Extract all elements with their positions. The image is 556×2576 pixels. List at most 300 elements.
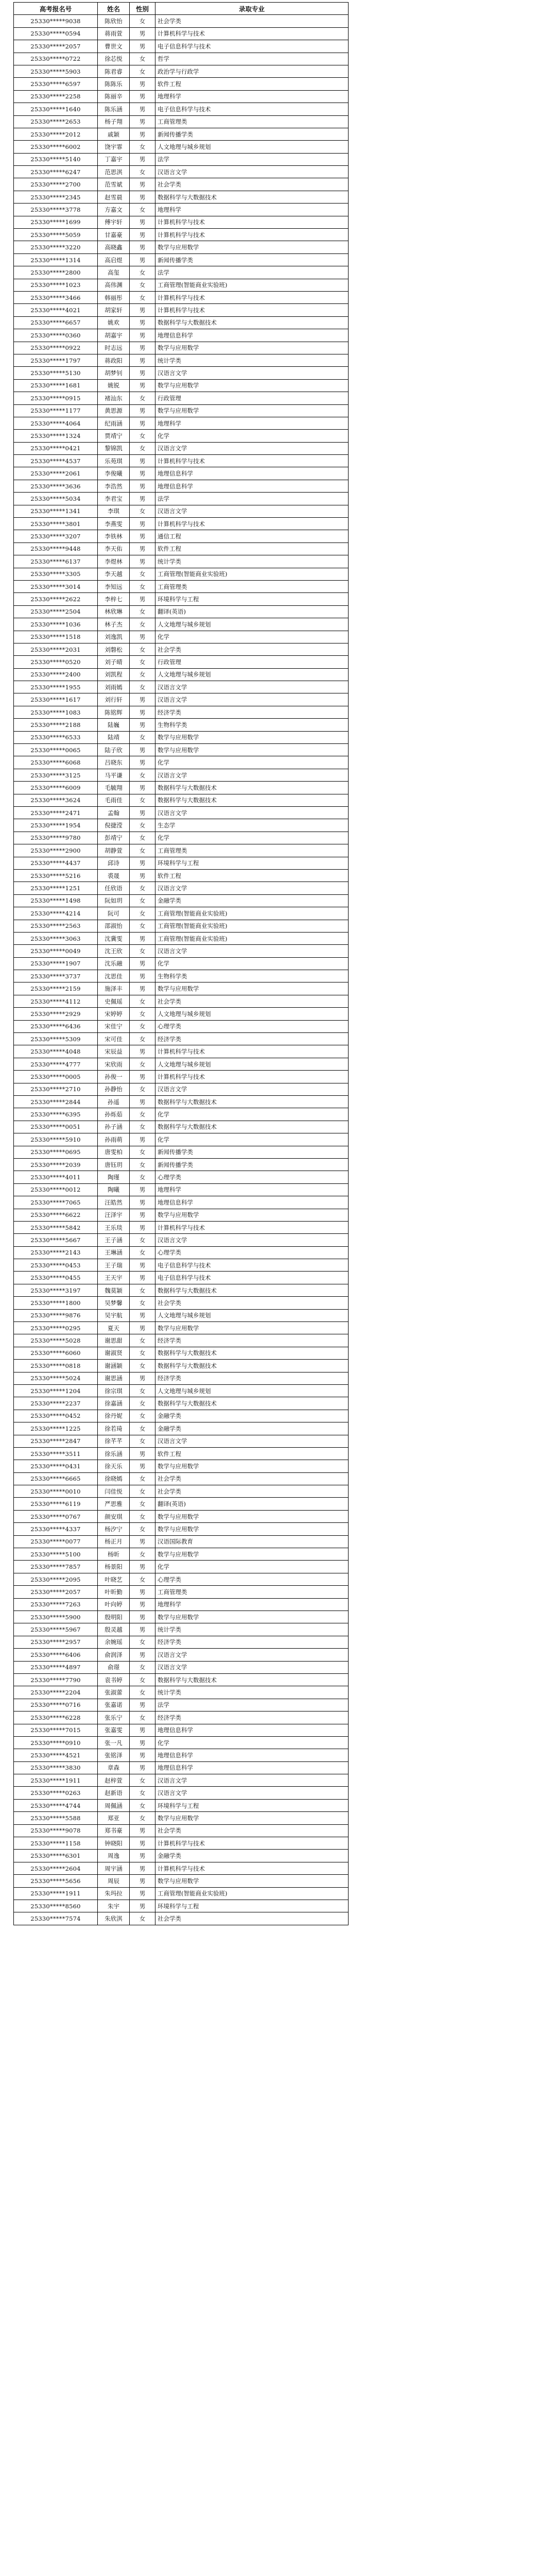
exam-id-cell: 25330*****6137 — [14, 555, 98, 568]
gender-cell: 女 — [130, 15, 155, 27]
student-name-cell: 褚汕东 — [98, 392, 130, 404]
exam-id-cell: 25330*****2057 — [14, 40, 98, 53]
exam-id-cell: 25330*****1158 — [14, 1837, 98, 1850]
exam-id-cell: 25330*****0065 — [14, 744, 98, 756]
exam-id-cell: 25330*****5667 — [14, 1234, 98, 1246]
student-name-cell: 严思雅 — [98, 1498, 130, 1510]
table-row — [14, 518, 349, 530]
gender-cell: 男 — [130, 1611, 155, 1623]
student-name-cell: 纪雨涵 — [98, 417, 130, 429]
gender-cell: 女 — [130, 643, 155, 655]
exam-id-cell: 25330*****6436 — [14, 1020, 98, 1032]
table-row — [14, 430, 349, 442]
major-cell: 化学 — [155, 631, 349, 643]
student-name-cell: 刘逸凯 — [98, 631, 130, 643]
exam-id-cell: 25330*****1324 — [14, 430, 98, 442]
exam-id-cell: 25330*****3801 — [14, 518, 98, 530]
exam-id-cell: 25330*****5967 — [14, 1623, 98, 1636]
exam-id-cell: 25330*****0520 — [14, 656, 98, 668]
student-name-cell: 刘凯程 — [98, 668, 130, 681]
major-cell: 地理科学 — [155, 1183, 349, 1196]
student-name-cell: 倪捷滢 — [98, 819, 130, 832]
exam-id-cell: 25330*****3466 — [14, 291, 98, 303]
exam-id-cell: 25330*****0263 — [14, 1787, 98, 1799]
exam-id-cell: 25330*****0005 — [14, 1071, 98, 1083]
table-row — [14, 27, 349, 40]
gender-cell: 男 — [130, 329, 155, 342]
table-row — [14, 1724, 349, 1736]
table-row — [14, 807, 349, 819]
exam-id-cell: 25330*****1954 — [14, 819, 98, 832]
student-name-cell: 沈王欣 — [98, 945, 130, 957]
major-cell: 翻译(英语) — [155, 1498, 349, 1510]
gender-cell: 男 — [130, 1887, 155, 1900]
major-cell: 计算机科学与技术 — [155, 1862, 349, 1874]
gender-cell: 男 — [130, 253, 155, 266]
table-row — [14, 995, 349, 1007]
student-name-cell: 胡静萱 — [98, 844, 130, 857]
gender-cell: 男 — [130, 1586, 155, 1598]
table-row — [14, 1711, 349, 1724]
table-row — [14, 229, 349, 241]
major-cell: 汉语言文学 — [155, 1774, 349, 1787]
table-row — [14, 78, 349, 90]
major-cell: 数据科学与大数据技术 — [155, 1095, 349, 1108]
major-cell: 翻译(英语) — [155, 605, 349, 618]
exam-id-cell: 25330*****2800 — [14, 266, 98, 279]
major-cell: 工商管理类 — [155, 844, 349, 857]
exam-id-cell: 25330*****4011 — [14, 1171, 98, 1183]
table-row — [14, 1158, 349, 1171]
gender-cell: 男 — [130, 1837, 155, 1850]
table-row — [14, 920, 349, 932]
exam-id-cell: 25330*****3511 — [14, 1447, 98, 1460]
table-row — [14, 53, 349, 65]
student-name-cell: 孙静怡 — [98, 1083, 130, 1095]
student-name-cell: 丁嘉宇 — [98, 153, 130, 165]
major-cell: 人文地理与城乡规划 — [155, 618, 349, 631]
major-cell: 软件工程 — [155, 869, 349, 882]
major-cell: 人文地理与城乡规划 — [155, 1058, 349, 1070]
gender-cell: 男 — [130, 1133, 155, 1146]
major-cell: 行政管理 — [155, 392, 349, 404]
student-name-cell: 林欣琳 — [98, 605, 130, 618]
major-cell: 数据科学与大数据技术 — [155, 191, 349, 203]
exam-id-cell: 25330*****1699 — [14, 216, 98, 228]
gender-cell: 男 — [130, 78, 155, 90]
table-row — [14, 115, 349, 128]
gender-cell: 女 — [130, 53, 155, 65]
major-cell: 电子信息科学与技术 — [155, 1272, 349, 1284]
major-cell: 法学 — [155, 266, 349, 279]
exam-id-cell: 25330*****4777 — [14, 1058, 98, 1070]
gender-cell: 女 — [130, 656, 155, 668]
table-row — [14, 1472, 349, 1485]
table-row — [14, 1272, 349, 1284]
table-row — [14, 141, 349, 153]
table-row — [14, 744, 349, 756]
table-row — [14, 1460, 349, 1472]
table-row — [14, 844, 349, 857]
table-row — [14, 442, 349, 454]
major-cell: 化学 — [155, 1108, 349, 1121]
exam-id-cell: 25330*****1498 — [14, 894, 98, 907]
exam-id-cell: 25330*****0010 — [14, 1485, 98, 1498]
table-row — [14, 1384, 349, 1397]
gender-cell: 男 — [130, 455, 155, 467]
exam-id-cell: 25330*****4048 — [14, 1045, 98, 1058]
table-row — [14, 1636, 349, 1648]
student-name-cell: 徐芊芊 — [98, 1435, 130, 1447]
table-row — [14, 1397, 349, 1410]
student-name-cell: 阮可 — [98, 907, 130, 920]
major-cell: 地理科学 — [155, 1598, 349, 1611]
exam-id-cell: 25330*****5216 — [14, 869, 98, 882]
gender-cell: 女 — [130, 1410, 155, 1422]
gender-cell: 女 — [130, 1334, 155, 1347]
exam-id-cell: 25330*****5309 — [14, 1033, 98, 1045]
exam-id-cell: 25330*****0051 — [14, 1121, 98, 1133]
table-row — [14, 505, 349, 517]
table-row — [14, 593, 349, 605]
gender-cell: 女 — [130, 819, 155, 832]
student-name-cell: 孟翰 — [98, 807, 130, 819]
gender-cell: 女 — [130, 1523, 155, 1535]
table-row — [14, 1322, 349, 1334]
gender-cell: 男 — [130, 128, 155, 140]
table-row — [14, 1347, 349, 1359]
gender-cell: 男 — [130, 316, 155, 329]
table-row — [14, 354, 349, 366]
exam-id-cell: 25330*****4112 — [14, 995, 98, 1007]
table-row — [14, 543, 349, 555]
exam-id-cell: 25330*****3125 — [14, 769, 98, 781]
table-row — [14, 1862, 349, 1874]
exam-id-cell: 25330*****3830 — [14, 1761, 98, 1774]
major-cell: 计算机科学与技术 — [155, 455, 349, 467]
table-row — [14, 1749, 349, 1761]
student-name-cell: 陈铭辉 — [98, 706, 130, 718]
table-row — [14, 530, 349, 543]
exam-id-cell: 25330*****2847 — [14, 1435, 98, 1447]
student-name-cell: 杨汐宁 — [98, 1523, 130, 1535]
major-cell: 计算机科学与技术 — [155, 304, 349, 316]
table-row — [14, 982, 349, 995]
gender-cell: 女 — [130, 1397, 155, 1410]
gender-cell: 男 — [130, 103, 155, 115]
student-name-cell: 蒋雨萱 — [98, 27, 130, 40]
gender-cell: 女 — [130, 1485, 155, 1498]
student-name-cell: 李君宝 — [98, 493, 130, 505]
major-cell: 汉语言文学 — [155, 1435, 349, 1447]
gender-cell: 女 — [130, 1510, 155, 1522]
major-cell: 金融学类 — [155, 1410, 349, 1422]
table-row — [14, 1887, 349, 1900]
gender-cell: 女 — [130, 1146, 155, 1158]
major-cell: 数学与应用数学 — [155, 404, 349, 417]
table-row — [14, 417, 349, 429]
gender-cell: 男 — [130, 518, 155, 530]
student-name-cell: 范雪斌 — [98, 178, 130, 191]
table-row — [14, 204, 349, 216]
gender-cell: 女 — [130, 1686, 155, 1699]
table-row — [14, 1649, 349, 1661]
gender-cell: 女 — [130, 1158, 155, 1171]
major-cell: 汉语言文学 — [155, 681, 349, 693]
student-name-cell: 刘子晴 — [98, 656, 130, 668]
table-row — [14, 1422, 349, 1435]
exam-id-cell: 25330*****9448 — [14, 543, 98, 555]
table-row — [14, 1912, 349, 1925]
exam-id-cell: 25330*****6002 — [14, 141, 98, 153]
major-cell: 汉语言文学 — [155, 1234, 349, 1246]
student-name-cell: 杨景阳 — [98, 1561, 130, 1573]
student-name-cell: 李梓七 — [98, 593, 130, 605]
student-name-cell: 李琪 — [98, 505, 130, 517]
gender-cell: 女 — [130, 1636, 155, 1648]
major-cell: 工商管理类 — [155, 115, 349, 128]
major-cell: 汉语言文学 — [155, 1661, 349, 1673]
student-name-cell: 王天宇 — [98, 1272, 130, 1284]
gender-cell: 男 — [130, 706, 155, 718]
major-cell: 汉语言文学 — [155, 1787, 349, 1799]
student-name-cell: 赵梓萱 — [98, 1774, 130, 1787]
exam-id-cell: 25330*****2031 — [14, 643, 98, 655]
exam-id-cell: 25330*****6247 — [14, 166, 98, 178]
gender-cell: 女 — [130, 1234, 155, 1246]
gender-cell: 男 — [130, 555, 155, 568]
table-row — [14, 832, 349, 844]
exam-id-cell: 25330*****0452 — [14, 1410, 98, 1422]
table-row — [14, 1083, 349, 1095]
student-name-cell: 周逸 — [98, 1850, 130, 1862]
exam-id-cell: 25330*****1204 — [14, 1384, 98, 1397]
exam-id-cell: 25330*****5903 — [14, 65, 98, 77]
student-name-cell: 裘晟 — [98, 869, 130, 882]
student-name-cell: 钟晓阳 — [98, 1837, 130, 1850]
table-row — [14, 1246, 349, 1259]
major-cell: 数学与应用数学 — [155, 1460, 349, 1472]
exam-id-cell: 25330*****3636 — [14, 480, 98, 492]
exam-id-cell: 25330*****3737 — [14, 970, 98, 982]
gender-cell: 男 — [130, 631, 155, 643]
gender-cell: 女 — [130, 907, 155, 920]
table-row — [14, 819, 349, 832]
exam-id-cell: 25330*****3220 — [14, 241, 98, 253]
gender-cell: 女 — [130, 505, 155, 517]
gender-cell: 男 — [130, 1309, 155, 1321]
exam-id-cell: 25330*****2345 — [14, 191, 98, 203]
student-name-cell: 颜安琪 — [98, 1510, 130, 1522]
student-name-cell: 陆巍 — [98, 719, 130, 731]
table-row — [14, 404, 349, 417]
gender-cell: 男 — [130, 970, 155, 982]
student-name-cell: 夏天 — [98, 1322, 130, 1334]
student-name-cell: 沈冀雯 — [98, 932, 130, 944]
exam-id-cell: 25330*****1083 — [14, 706, 98, 718]
gender-cell: 男 — [130, 241, 155, 253]
table-row — [14, 693, 349, 706]
major-cell: 工商管理(智能商业实验班) — [155, 920, 349, 932]
major-cell: 数学与应用数学 — [155, 731, 349, 743]
major-cell: 计算机科学与技术 — [155, 216, 349, 228]
exam-id-cell: 25330*****2095 — [14, 1573, 98, 1585]
exam-id-cell: 25330*****2604 — [14, 1862, 98, 1874]
table-row — [14, 769, 349, 781]
major-cell: 数学与应用数学 — [155, 1611, 349, 1623]
student-name-cell: 汪皓然 — [98, 1196, 130, 1209]
student-name-cell: 高晓鑫 — [98, 241, 130, 253]
major-cell: 工商管理(智能商业实验班) — [155, 279, 349, 291]
gender-cell: 男 — [130, 153, 155, 165]
table-row — [14, 1360, 349, 1372]
student-name-cell: 李浩然 — [98, 480, 130, 492]
exam-id-cell: 25330*****1251 — [14, 882, 98, 894]
table-row — [14, 1259, 349, 1272]
table-row — [14, 367, 349, 379]
student-name-cell: 谢思涵 — [98, 1372, 130, 1384]
exam-id-cell: 25330*****0049 — [14, 945, 98, 957]
exam-id-cell: 25330*****1518 — [14, 631, 98, 643]
gender-cell: 女 — [130, 1774, 155, 1787]
gender-cell: 女 — [130, 442, 155, 454]
major-cell: 化学 — [155, 832, 349, 844]
table-row — [14, 1221, 349, 1233]
student-name-cell: 施泽丰 — [98, 982, 130, 995]
major-cell: 新闻传播学类 — [155, 1158, 349, 1171]
student-name-cell: 徐芯悦 — [98, 53, 130, 65]
major-cell: 心理学类 — [155, 1171, 349, 1183]
gender-cell: 男 — [130, 1460, 155, 1472]
exam-id-cell: 25330*****1177 — [14, 404, 98, 417]
exam-id-cell: 25330*****5588 — [14, 1812, 98, 1824]
major-cell: 地理信息科学 — [155, 1196, 349, 1209]
exam-id-cell: 25330*****3014 — [14, 580, 98, 592]
gender-cell: 男 — [130, 1322, 155, 1334]
table-row — [14, 1774, 349, 1787]
student-name-cell: 胡家轩 — [98, 304, 130, 316]
exam-id-cell: 25330*****0594 — [14, 27, 98, 40]
table-row — [14, 1485, 349, 1498]
major-cell: 计算机科学与技术 — [155, 291, 349, 303]
major-cell: 计算机科学与技术 — [155, 27, 349, 40]
major-cell: 化学 — [155, 1133, 349, 1146]
table-row — [14, 668, 349, 681]
table-row — [14, 1799, 349, 1811]
student-name-cell: 高玺 — [98, 266, 130, 279]
exam-id-cell: 25330*****9876 — [14, 1309, 98, 1321]
major-cell: 统计学类 — [155, 354, 349, 366]
major-cell: 数据科学与大数据技术 — [155, 316, 349, 329]
major-cell: 地理科学 — [155, 204, 349, 216]
gender-cell: 男 — [130, 379, 155, 392]
exam-id-cell: 25330*****5028 — [14, 1334, 98, 1347]
student-name-cell: 谢涵颖 — [98, 1360, 130, 1372]
student-name-cell: 李煜林 — [98, 555, 130, 568]
table-row — [14, 907, 349, 920]
major-cell: 社会学类 — [155, 15, 349, 27]
major-cell: 社会学类 — [155, 178, 349, 191]
gender-cell: 女 — [130, 266, 155, 279]
gender-cell: 女 — [130, 605, 155, 618]
gender-cell: 女 — [130, 1083, 155, 1095]
major-cell: 人文地理与城乡规划 — [155, 1309, 349, 1321]
table-row — [14, 970, 349, 982]
major-cell: 数据科学与大数据技术 — [155, 782, 349, 794]
exam-id-cell: 25330*****4337 — [14, 1523, 98, 1535]
table-row — [14, 191, 349, 203]
major-cell: 汉语言文学 — [155, 945, 349, 957]
student-name-cell: 徐嘉涵 — [98, 1397, 130, 1410]
major-cell: 新闻传播学类 — [155, 1146, 349, 1158]
student-name-cell: 赵新语 — [98, 1787, 130, 1799]
exam-id-cell: 25330*****2400 — [14, 668, 98, 681]
exam-id-cell: 25330*****9780 — [14, 832, 98, 844]
major-cell: 数学与应用数学 — [155, 1812, 349, 1824]
exam-id-cell: 25330*****6622 — [14, 1209, 98, 1221]
student-name-cell: 赵雪晨 — [98, 191, 130, 203]
student-name-cell: 史佩瑶 — [98, 995, 130, 1007]
major-cell: 生物科学类 — [155, 719, 349, 731]
major-cell: 社会学类 — [155, 1912, 349, 1925]
major-cell: 地理信息科学 — [155, 467, 349, 480]
student-name-cell: 宋婷婷 — [98, 1008, 130, 1020]
student-name-cell: 叶向婷 — [98, 1598, 130, 1611]
exam-id-cell: 25330*****1617 — [14, 693, 98, 706]
major-cell: 数学与应用数学 — [155, 379, 349, 392]
gender-cell: 女 — [130, 1033, 155, 1045]
gender-cell: 男 — [130, 1196, 155, 1209]
exam-id-cell: 25330*****5024 — [14, 1372, 98, 1384]
exam-id-cell: 25330*****2929 — [14, 1008, 98, 1020]
student-name-cell: 叶昕勤 — [98, 1586, 130, 1598]
table-row — [14, 291, 349, 303]
table-row — [14, 480, 349, 492]
major-cell: 数学与应用数学 — [155, 1548, 349, 1561]
table-row — [14, 1598, 349, 1611]
table-row — [14, 1171, 349, 1183]
student-name-cell: 孙遥 — [98, 1095, 130, 1108]
student-name-cell: 陆靖 — [98, 731, 130, 743]
major-cell: 经济学类 — [155, 1636, 349, 1648]
major-cell: 心理学类 — [155, 1246, 349, 1259]
major-cell: 数学与应用数学 — [155, 342, 349, 354]
gender-cell: 男 — [130, 593, 155, 605]
major-cell: 数学与应用数学 — [155, 1510, 349, 1522]
gender-cell: 女 — [130, 844, 155, 857]
gender-cell: 女 — [130, 580, 155, 592]
gender-cell: 男 — [130, 1272, 155, 1284]
exam-id-cell: 25330*****2057 — [14, 1586, 98, 1598]
major-cell: 环境科学与工程 — [155, 593, 349, 605]
major-cell: 化学 — [155, 957, 349, 970]
major-cell: 人文地理与城乡规划 — [155, 1384, 349, 1397]
student-name-cell: 朱玛拉 — [98, 1887, 130, 1900]
table-row — [14, 1372, 349, 1384]
student-name-cell: 周佩涵 — [98, 1799, 130, 1811]
exam-id-cell: 25330*****0695 — [14, 1146, 98, 1158]
exam-id-cell: 25330*****0910 — [14, 1736, 98, 1749]
gender-cell: 男 — [130, 1623, 155, 1636]
gender-cell: 男 — [130, 1850, 155, 1862]
student-name-cell: 高启煜 — [98, 253, 130, 266]
table-row — [14, 379, 349, 392]
major-cell: 哲学 — [155, 53, 349, 65]
table-row — [14, 1045, 349, 1058]
gender-cell: 男 — [130, 1095, 155, 1108]
student-name-cell: 张一凡 — [98, 1736, 130, 1749]
gender-cell: 女 — [130, 618, 155, 631]
